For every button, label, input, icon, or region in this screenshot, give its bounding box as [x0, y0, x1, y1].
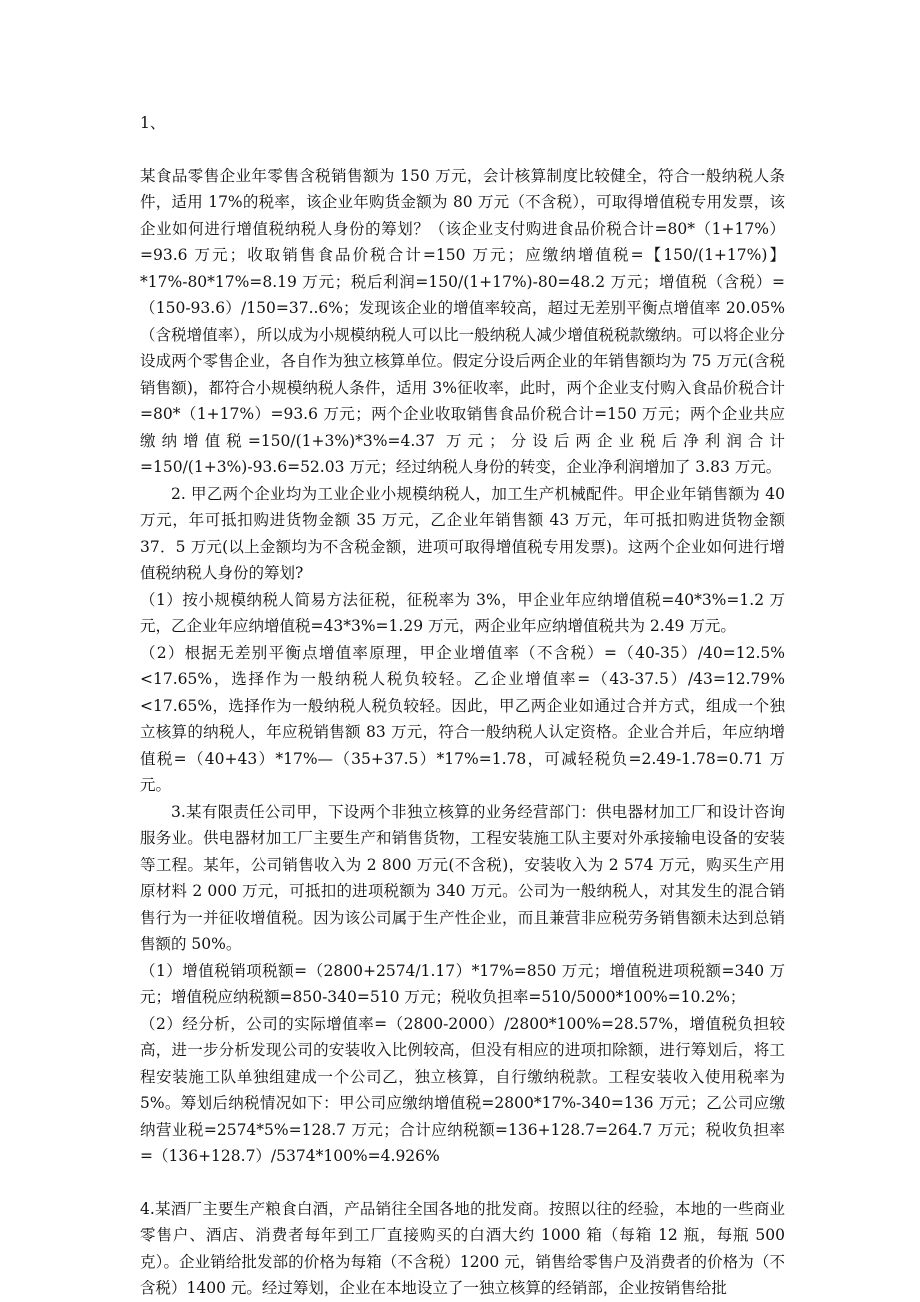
- paragraph-8: 4.某酒厂主要生产粮食白酒，产品销往全国各地的批发商。按照以往的经验，本地的一些商业零售户、酒店、消费者每年到工厂直接购买的白酒大约 1000 箱（每箱 12 瓶，每瓶 500 克）。企业销给批发部的价格为每箱（不含税）1200 元，销售给零售户及消费者的价格为（不含税）1400 元。经过筹划，企业在本地设立了一独立核算的经销部，企业按销售给批: [140, 1199, 785, 1297]
- section-number: 1、: [140, 114, 166, 132]
- document-page: [140, 110, 785, 1302]
- paragraph-7: （2）经分析，公司的实际增值率=（2800-2000）/2800*100%=28.57%，增值税负担较高，进一步分析发现公司的安装收入比例较高，但没有相应的进项扣除额，进行筹划后，将工程安装施工队单独组建成一个公司乙，独立核算，自行缴纳税款。工程安装收入使用税率为 5%。筹划后纳税情况如下：甲公司应缴纳增值税=2800*17%-340=136 万元；乙公司应缴纳营业税=2574*5%=128.7 万元；合计应纳税额=136+128.7=264.7 万元；税收负担率=（136+128.7）/5374*100%=4.926%: [140, 1014, 785, 1165]
- paragraph-4: （2）根据无差别平衡点增值率原理，甲企业增值率（不含税）=（40-35）/40=12.5%<17.65%，选择作为一般纳税人税负较轻。乙企业增值率=（43-37.5）/43=12.79%<17.65%，选择作为一般纳税人税负较轻。因此，甲乙两企业如通过合并方式，组成一个独立核算的纳税人，年应税销售额 83 万元，符合一般纳税人认定资格。企业合并后，年应纳增值税=（40+43）*17%—（35+37.5）*17%=1.78，可减轻税负=2.49-1.78=0.71 万元。: [140, 643, 785, 794]
- paragraph-6: （1）增值税销项税额=（2800+2574/1.17）*17%=850 万元；增值税进项税额=340 万元；增值税应纳税额=850-340=510 万元；税收负担率=510/5000*100%=10.2%；: [140, 961, 785, 1006]
- paragraph-5: 3.某有限责任公司甲，下设两个非独立核算的业务经营部门：供电器材加工厂和设计咨询服务业。供电器材加工厂主要生产和销售货物，工程安装施工队主要对外承接输电设备的安装等工程。某年，公司销售收入为 2 800 万元(不含税)，安装收入为 2 574 万元，购买生产用原材料 2 000 万元，可抵扣的进项税额为 340 万元。公司为一般纳税人，对其发生的混合销售行为一并征收增值税。因为该公司属于生产性企业，而且兼营非应税劳务销售额未达到总销售额的 50%。: [140, 802, 785, 953]
- paragraph-3: （1）按小规模纳税人简易方法征税，征税率为 3%，甲企业年应纳增值税=40*3%=1.2 万元，乙企业年应纳增值税=43*3%=1.29 万元，两企业年应纳增值税共为 2.49 万元。: [140, 590, 785, 635]
- paragraph-2: 2. 甲乙两个企业均为工业企业小规模纳税人，加工生产机械配件。甲企业年销售额为 40 万元，年可抵扣购进货物金额 35 万元，乙企业年销售额 43 万元，年可抵扣购进货物金额 37．5 万元(以上金额均为不含税金额，进项可取得增值税专用发票)。这两个企业如何进行增值税纳税人身份的筹划?: [140, 484, 785, 582]
- paragraph-1: 某食品零售企业年零售含税销售额为 150 万元，会计核算制度比较健全，符合一般纳税人条件，适用 17%的税率，该企业年购货金额为 80 万元（不含税），可取得增值税专用发票，该企业如何进行增值税纳税人身份的筹划？（该企业支付购进食品价税合计=80*（1+17%）=93.6 万元；收取销售食品价税合计=150 万元；应缴纳增值税=【150/(1+17%)】*17%-80*17%=8.19 万元；税后利润=150/(1+17%)-80=48.2 万元；增值税（含税）=（150-93.6）/150=37..6%；发现该企业的增值率较高，超过无差别平衡点增值率 20.05%（含税增值率），所以成为小规模纳税人可以比一般纳税人减少增值税税款缴纳。可以将企业分设成两个零售企业，各自作为独立核算单位。假定分设后两企业的年销售额均为 75 万元(含税销售额)，都符合小规模纳税人条件，适用 3%征收率，此时，两个企业支付购入食品价税合计=80*（1+17%）=93.6 万元；两个企业收取销售食品价税合计=150 万元；两个企业共应缴纳增值税=150/(1+3%)*3%=4.37 万元；分设后两企业税后净利润合计=150/(1+3%)-93.6=52.03 万元；经过纳税人身份的转变，企业净利润增加了 3.83 万元。: [140, 166, 785, 476]
